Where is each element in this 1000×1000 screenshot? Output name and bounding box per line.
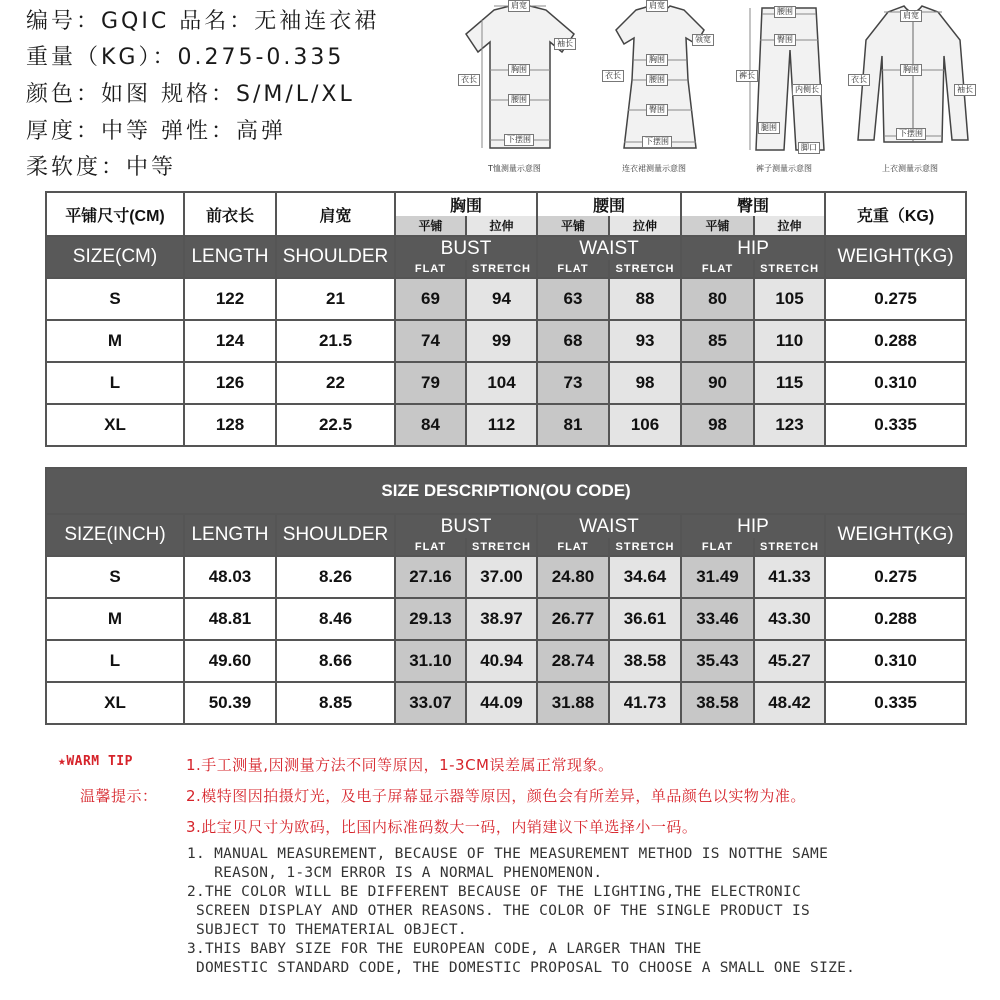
hip-flat-cell: 85 [681, 320, 754, 362]
weight-cell: 0.310 [825, 362, 966, 404]
shoulder-cell: 8.66 [276, 640, 395, 682]
tip-cn-line: 2.模特图因拍摄灯光，及电子屏幕显示器等原因，颜色会有所差异，单品颜色以实物为准。 [186, 787, 806, 805]
table-row [46, 682, 966, 724]
diagram-label: 下摆围 [504, 134, 534, 146]
size-description-banner: SIZE DESCRIPTION(OU CODE) [46, 468, 966, 514]
diagram-label: 臀围 [774, 34, 796, 46]
hip-stretch-cell: 48.42 [754, 682, 825, 724]
length-cell: 124 [184, 320, 276, 362]
diagram-label: 衣长 [602, 70, 624, 82]
size-cell: XL [46, 682, 184, 724]
en-header-weight: WEIGHT(KG) [825, 236, 966, 278]
table-row [46, 640, 966, 682]
dress-diagram [600, 0, 720, 180]
diagram-label: 下摆围 [896, 128, 926, 140]
diagram-caption: 裤子测量示意图 [756, 164, 812, 173]
hip-stretch-cell: 105 [754, 278, 825, 320]
tip-en-line: 3.THIS BABY SIZE FOR THE EUROPEAN CODE, A LARGER THAN THE [187, 941, 702, 957]
shoulder-cell: 22 [276, 362, 395, 404]
waist-flat-cell: 63 [537, 278, 609, 320]
diagram-label: 腰围 [508, 94, 530, 106]
waist-stretch-cell: 41.73 [609, 682, 681, 724]
weight-cell: 0.310 [825, 640, 966, 682]
cn-header-hip: 臀围 [681, 192, 825, 216]
warm-tip-title: ★WARM TIP [58, 754, 133, 769]
diagram-label: 胸围 [900, 64, 922, 76]
pants-illustration [734, 0, 844, 180]
diagram-label: 腰围 [774, 6, 796, 18]
en-subheader-flat: FLAT [537, 538, 609, 556]
tshirt-diagram [456, 0, 584, 180]
size-table-cm [45, 191, 967, 447]
waist-flat-cell: 73 [537, 362, 609, 404]
en-subheader-stretch: STRETCH [609, 260, 681, 278]
cn-subheader-flat: 平铺 [537, 216, 609, 236]
diagram-label: 袖长 [554, 38, 576, 50]
en-header-length: LENGTH [184, 514, 276, 556]
diagram-label: 肩宽 [900, 10, 922, 22]
diagram-label: 肩宽 [508, 0, 530, 12]
cn-subheader-flat: 平铺 [395, 216, 466, 236]
shoulder-cell: 21 [276, 278, 395, 320]
diagram-label: 裤长 [736, 70, 758, 82]
waist-stretch-cell: 93 [609, 320, 681, 362]
cn-subheader-stretch: 拉伸 [466, 216, 537, 236]
waist-stretch-cell: 88 [609, 278, 681, 320]
tip-en-line: DOMESTIC STANDARD CODE, THE DOMESTIC PROPOSAL TO CHOOSE A SMALL ONE SIZE. [187, 960, 856, 976]
tshirt-illustration [456, 0, 584, 180]
bust-stretch-cell: 94 [466, 278, 537, 320]
weight-cell: 0.288 [825, 320, 966, 362]
shoulder-cell: 8.46 [276, 598, 395, 640]
cn-header-weight: 克重（KG) [825, 192, 966, 236]
en-subheader-stretch: STRETCH [754, 260, 825, 278]
table-row [46, 404, 966, 446]
info-line-softness: 柔软度：中等 [26, 155, 177, 180]
en-header-shoulder: SHOULDER [276, 514, 395, 556]
bust-stretch-cell: 37.00 [466, 556, 537, 598]
length-cell: 50.39 [184, 682, 276, 724]
bust-stretch-cell: 38.97 [466, 598, 537, 640]
info-line-code: 编号：GQIC 品名：无袖连衣裙 [26, 9, 380, 34]
cn-header-shoulder: 肩宽 [276, 192, 395, 236]
top-diagram [848, 0, 978, 180]
waist-flat-cell: 31.88 [537, 682, 609, 724]
en-subheader-flat: FLAT [681, 260, 754, 278]
en-header-hip: HIP [681, 236, 825, 260]
tip-en-line: SCREEN DISPLAY AND OTHER REASONS. THE COLOR OF THE SINGLE PRODUCT IS [187, 903, 811, 919]
weight-cell: 0.275 [825, 556, 966, 598]
bust-stretch-cell: 112 [466, 404, 537, 446]
hip-stretch-cell: 110 [754, 320, 825, 362]
length-cell: 48.03 [184, 556, 276, 598]
waist-flat-cell: 68 [537, 320, 609, 362]
bust-stretch-cell: 44.09 [466, 682, 537, 724]
shoulder-cell: 8.85 [276, 682, 395, 724]
diagram-label: 臀围 [646, 104, 668, 116]
en-subheader-stretch: STRETCH [466, 260, 537, 278]
hip-flat-cell: 38.58 [681, 682, 754, 724]
diagram-label: 腿围 [758, 122, 780, 134]
shoulder-cell: 22.5 [276, 404, 395, 446]
en-header-waist: WAIST [537, 236, 681, 260]
weight-cell: 0.275 [825, 278, 966, 320]
bust-flat-cell: 84 [395, 404, 466, 446]
diagram-label: 袖长 [954, 84, 976, 96]
waist-flat-cell: 24.80 [537, 556, 609, 598]
size-cell: L [46, 362, 184, 404]
waist-flat-cell: 28.74 [537, 640, 609, 682]
en-subheader-stretch: STRETCH [754, 538, 825, 556]
hip-flat-cell: 31.49 [681, 556, 754, 598]
hip-flat-cell: 35.43 [681, 640, 754, 682]
diagram-label: 衣长 [848, 74, 870, 86]
en-header-shoulder: SHOULDER [276, 236, 395, 278]
weight-cell: 0.288 [825, 598, 966, 640]
hip-stretch-cell: 41.33 [754, 556, 825, 598]
hip-stretch-cell: 115 [754, 362, 825, 404]
size-cell: M [46, 320, 184, 362]
hip-flat-cell: 98 [681, 404, 754, 446]
en-subheader-flat: FLAT [395, 260, 466, 278]
weight-cell: 0.335 [825, 682, 966, 724]
length-cell: 126 [184, 362, 276, 404]
en-header-size: SIZE(INCH) [46, 514, 184, 556]
bust-flat-cell: 79 [395, 362, 466, 404]
bust-stretch-cell: 104 [466, 362, 537, 404]
en-subheader-stretch: STRETCH [466, 538, 537, 556]
diagram-caption: 连衣裙测量示意图 [622, 164, 686, 173]
hip-flat-cell: 90 [681, 362, 754, 404]
diagram-caption: 上衣测量示意图 [882, 164, 938, 173]
size-cell: S [46, 278, 184, 320]
waist-flat-cell: 26.77 [537, 598, 609, 640]
bust-stretch-cell: 40.94 [466, 640, 537, 682]
tip-en-line: 2.THE COLOR WILL BE DIFFERENT BECAUSE OF THE LIGHTING,THE ELECTRONIC [187, 884, 802, 900]
cn-subheader-stretch: 拉伸 [754, 216, 825, 236]
hip-stretch-cell: 45.27 [754, 640, 825, 682]
tip-cn-line: 1.手工测量,因测量方法不同等原因，1-3CM误差属正常现象。 [186, 756, 614, 774]
bust-flat-cell: 69 [395, 278, 466, 320]
cn-header-size: 平铺尺寸(CM) [46, 192, 184, 236]
bust-flat-cell: 29.13 [395, 598, 466, 640]
tip-en-line: SUBJECT TO THEMATERIAL OBJECT. [187, 922, 467, 938]
size-cell: XL [46, 404, 184, 446]
length-cell: 128 [184, 404, 276, 446]
diagram-label: 胸围 [646, 54, 668, 66]
size-cell: M [46, 598, 184, 640]
cn-header-waist: 腰围 [537, 192, 681, 216]
en-header-hip: HIP [681, 514, 825, 538]
diagram-caption: T恤测量示意图 [488, 164, 541, 173]
bust-flat-cell: 27.16 [395, 556, 466, 598]
diagram-label: 下摆围 [642, 136, 672, 148]
table-row [46, 598, 966, 640]
diagram-label: 胸围 [508, 64, 530, 76]
en-header-waist: WAIST [537, 514, 681, 538]
shoulder-cell: 21.5 [276, 320, 395, 362]
cn-subheader-stretch: 拉伸 [609, 216, 681, 236]
diagram-label: 脚口 [798, 142, 820, 154]
diagram-label: 肩宽 [646, 0, 668, 12]
diagram-label: 领宽 [692, 34, 714, 46]
hip-flat-cell: 33.46 [681, 598, 754, 640]
tip-en-line: REASON, 1-3CM ERROR IS A NORMAL PHENOMENON. [187, 865, 603, 881]
waist-stretch-cell: 106 [609, 404, 681, 446]
warm-tip-title-cn: 温馨提示： [80, 787, 158, 805]
en-subheader-flat: FLAT [395, 538, 466, 556]
waist-stretch-cell: 36.61 [609, 598, 681, 640]
waist-stretch-cell: 38.58 [609, 640, 681, 682]
size-table-inch [45, 467, 967, 725]
en-header-bust: BUST [395, 236, 537, 260]
waist-flat-cell: 81 [537, 404, 609, 446]
diagram-label: 腰围 [646, 74, 668, 86]
tip-cn-line: 3.此宝贝尺寸为欧码，比国内标准码数大一码，内销建议下单选择小一码。 [186, 818, 698, 836]
cn-subheader-flat: 平铺 [681, 216, 754, 236]
bust-flat-cell: 33.07 [395, 682, 466, 724]
tip-en-line: 1. MANUAL MEASUREMENT, BECAUSE OF THE MEASUREMENT METHOD IS NOTTHE SAME [187, 846, 829, 862]
table-row [46, 320, 966, 362]
en-header-length: LENGTH [184, 236, 276, 278]
table-row [46, 556, 966, 598]
en-header-bust: BUST [395, 514, 537, 538]
en-subheader-flat: FLAT [681, 538, 754, 556]
hip-flat-cell: 80 [681, 278, 754, 320]
hip-stretch-cell: 43.30 [754, 598, 825, 640]
waist-stretch-cell: 98 [609, 362, 681, 404]
dress-illustration [600, 0, 720, 180]
shoulder-cell: 8.26 [276, 556, 395, 598]
info-line-weight: 重量（KG）：0.275-0.335 [26, 45, 345, 70]
length-cell: 122 [184, 278, 276, 320]
diagram-label: 衣长 [458, 74, 480, 86]
table-row [46, 362, 966, 404]
diagram-label: 内侧长 [792, 84, 822, 96]
en-header-weight: WEIGHT(KG) [825, 514, 966, 556]
size-cell: L [46, 640, 184, 682]
weight-cell: 0.335 [825, 404, 966, 446]
pants-diagram [734, 0, 844, 180]
cn-header-length: 前衣长 [184, 192, 276, 236]
bust-stretch-cell: 99 [466, 320, 537, 362]
info-line-thickness: 厚度：中等 弹性：高弹 [26, 119, 286, 144]
hip-stretch-cell: 123 [754, 404, 825, 446]
table-row [46, 278, 966, 320]
en-subheader-flat: FLAT [537, 260, 609, 278]
length-cell: 49.60 [184, 640, 276, 682]
info-line-color-size: 颜色：如图 规格：S/M/L/XL [26, 82, 355, 107]
size-cell: S [46, 556, 184, 598]
length-cell: 48.81 [184, 598, 276, 640]
waist-stretch-cell: 34.64 [609, 556, 681, 598]
en-subheader-stretch: STRETCH [609, 538, 681, 556]
bust-flat-cell: 31.10 [395, 640, 466, 682]
en-header-size: SIZE(CM) [46, 236, 184, 278]
cn-header-bust: 胸围 [395, 192, 537, 216]
bust-flat-cell: 74 [395, 320, 466, 362]
